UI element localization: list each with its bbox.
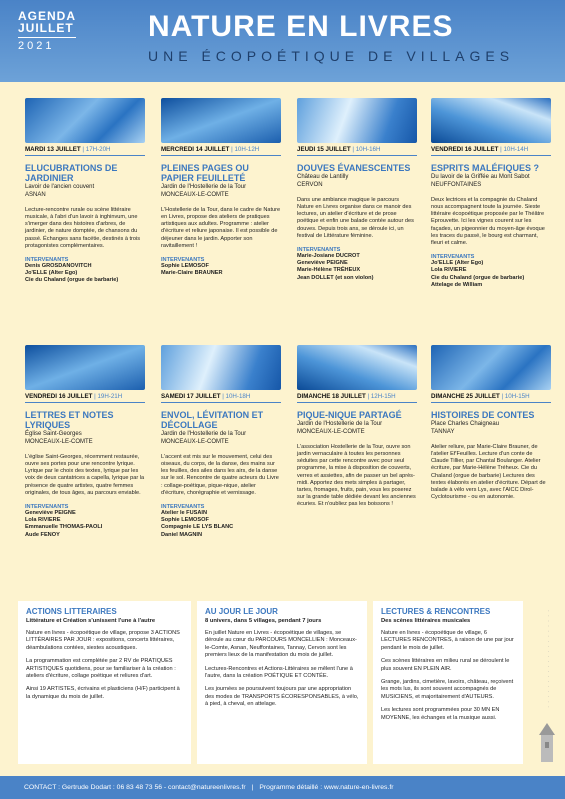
intervenant-name: Marie-Hélène TRÉHEUX bbox=[297, 267, 361, 274]
event-day: SAMEDI 17 JUILLET bbox=[161, 393, 221, 400]
intervenant-name: Jo'ELLE (Alter Ego) bbox=[431, 260, 484, 267]
event-card bbox=[297, 345, 417, 509]
footer-program-link[interactable]: Programme détaillé : www.nature-en-livres.fr bbox=[259, 784, 394, 791]
event-photo bbox=[161, 98, 281, 143]
date-separator: | bbox=[92, 393, 98, 400]
date-separator: | bbox=[229, 146, 235, 153]
event-date bbox=[431, 146, 551, 156]
event-card bbox=[161, 98, 281, 277]
event-date bbox=[161, 146, 281, 156]
agenda-block bbox=[18, 10, 76, 52]
event-place: Jardin de l'Hostellerie de la Tour bbox=[161, 184, 247, 190]
event-day: MERCREDI 14 JUILLET bbox=[161, 146, 230, 153]
intervenant-name: Denis GROSDANOVITCH bbox=[25, 263, 92, 270]
box-subtitle: Des scènes littéraires musicales bbox=[381, 618, 471, 624]
tower-logo-icon bbox=[536, 722, 558, 762]
event-time: 10H-14H bbox=[503, 146, 529, 153]
intervenant-name: Atelier le FUSAIN bbox=[161, 510, 208, 517]
event-title: ELUCUBRATIONS DE JARDINIER bbox=[25, 163, 118, 183]
event-card bbox=[431, 345, 551, 501]
info-box-jour bbox=[197, 601, 367, 764]
event-card bbox=[25, 98, 145, 285]
event-description: Deux lectrices et la compagnie du Chaland nous accompagnent toute la journée. Sieste littéraire écopoétique proposée par le Théâtre Eprouvette. Ici les vignes courent sur les façades, un pigeonnier du moyen-âge évoque les traces du passé, le bourg est charmant, fleuri et calme. bbox=[431, 196, 545, 247]
event-title: ENVOL, LÉVITATION ET DÉCOLLAGE bbox=[161, 410, 264, 430]
date-separator: | bbox=[498, 146, 504, 153]
date-separator: | bbox=[350, 146, 356, 153]
box-subtitle: 8 univers, dans 5 villages, pendant 7 jours bbox=[205, 618, 322, 624]
event-title: LETTRES ET NOTES LYRIQUES bbox=[25, 410, 114, 430]
event-day: JEUDI 15 JUILLET bbox=[297, 146, 351, 153]
intervenant-name: Lola RIVIERE bbox=[431, 267, 467, 274]
event-day: MARDI 13 JUILLET bbox=[25, 146, 81, 153]
intervenant-name: Marie-Josiane DUCROT bbox=[297, 253, 360, 260]
event-description: L'accent est mis sur le mouvement, celui des oiseaux, du corps, de la danse, des mains sur les feuilles, des ailes dans les airs, de la danse sur le sol. Rencontre de quatre acteurs du Livre : collage-poétique, pique-nique, atelier d'écriture, chorégraphie et vernissage. bbox=[161, 453, 279, 496]
event-day: VENDREDI 16 JUILLET bbox=[25, 393, 93, 400]
intervenants-label: INTERVENANTS bbox=[25, 257, 69, 264]
event-description: L'association Hostellerie de la Tour, ouvre son jardin vernaculaire à toutes les personnes séduites par cette rencontre avec pour seul programme, la mise à disposition de couverts, verres et assiettes, afin de passer un bel après-midi. Apportez des mets simples à partager, tartes, fromages, fruits, pain, vous les poserez sur la grande table dédiée devant les anciennes écuries. Et n'oubliez pas les boissons ! bbox=[297, 443, 416, 508]
event-description: L'église Saint-Georges, récemment restaurée, ouvre ses portes pour une rencontre lyrique. Lyrique par le choix des textes, lyrique par les voix de deux cantatrices a capella, lyrique par la présence de quatre artistes, quatre femmes originales, de tous âges, au parcours enviable. bbox=[25, 453, 145, 496]
box-paragraph: Nature en livres - écopoétique de village, 6 LECTURES RENCONTRES, à raison de une par jour pendant le mois de juillet. bbox=[381, 630, 514, 651]
page-subtitle: UNE ÉCOPOÉTIQUE DE VILLAGES bbox=[148, 48, 515, 64]
event-place: Du lavoir de la Griffée au Mont Sabot bbox=[431, 174, 530, 180]
event-day: DIMANCHE 25 JUILLET bbox=[431, 393, 500, 400]
box-paragraph: Les journées se poursuivent toujours par une appropriation des modes de TRANSPORTS ÉCORESPONSABLES, à vélo, à pied, à cheval, en attelage. bbox=[205, 686, 359, 708]
event-place: MONCEAUX-LE-COMTE bbox=[297, 429, 365, 436]
agenda-month: JUILLET bbox=[18, 21, 74, 35]
event-card bbox=[297, 98, 417, 282]
event-day: VENDREDI 16 JUILLET bbox=[431, 146, 499, 153]
agenda-label: AGENDA bbox=[18, 9, 77, 23]
event-place: Jardin de l'Hostellerie de la Tour bbox=[297, 421, 383, 427]
event-card bbox=[431, 98, 551, 289]
event-description: Lecture-rencontre rurale ou scène littéraire musicale, à l'abri d'un lavoir à inghinvum, une s'imerger dans des histoires d'arbres, de jardinier, de nature domptée, de chansons du passé. Échanges sans facétie, destinés à trois protagonistes complémentaires. bbox=[25, 206, 141, 249]
event-title: DOUVES ÉVANESCENTES bbox=[297, 163, 411, 173]
page-title: NATURE EN LIVRES bbox=[148, 10, 454, 43]
event-place: NEUFFONTAINES bbox=[431, 182, 482, 189]
event-photo bbox=[161, 345, 281, 390]
intervenant-name: Sophie LEMOSOF bbox=[161, 517, 209, 524]
footer-bar bbox=[0, 776, 565, 799]
stamp-text: · · · · · · · · · · · · · · · · · · · · bbox=[545, 610, 551, 709]
event-date bbox=[297, 393, 417, 403]
event-place: ASNAN bbox=[25, 192, 46, 199]
intervenant-name: Daniel MAGNIN bbox=[161, 531, 203, 538]
box-paragraph: En juillet Nature en Livres - écopoétique de villages, se déroule au cœur du PARCOURS MONCELLIEN : Monceaux-le-Comte, Asnan, Neuffontaines, Tannay, Cervon sont les premiers lieux de la manifestation du mois de juillet. bbox=[205, 630, 357, 659]
event-title: PLEINES PAGES OU PAPIER FEUILLETÉ bbox=[161, 163, 249, 183]
agenda-year: 2021 bbox=[18, 37, 76, 52]
event-photo bbox=[25, 98, 145, 143]
intervenant-name: Geneviève PEIGNE bbox=[297, 260, 348, 267]
intervenant-name: Attelage de William bbox=[431, 281, 483, 288]
intervenant-name: Jean DOLLET (et son violon) bbox=[297, 274, 374, 281]
event-time: 10H-15H bbox=[504, 393, 530, 400]
intervenant-name: Geneviève PEIGNE bbox=[25, 510, 76, 517]
box-paragraph: Ces scènes littéraires en milieu rural se déroulent le plus souvent EN PLEIN AIR. bbox=[381, 658, 510, 672]
event-place: Place Charles Chaigneau bbox=[431, 421, 500, 427]
event-date bbox=[161, 393, 281, 403]
event-date bbox=[297, 146, 417, 156]
date-separator: | bbox=[80, 146, 86, 153]
intervenants-label: INTERVENANTS bbox=[431, 254, 475, 261]
intervenant-name: Emmanuelle THOMAS-PAOLI bbox=[25, 524, 103, 531]
event-place: CERVON bbox=[297, 182, 323, 189]
intervenant-name: Aude FENOY bbox=[25, 531, 60, 538]
event-description: L'Hostellerie de la Tour, dans le cadre de Nature en Livres, propose des ateliers de pratiques artistiques aux adultes. Programme : atelier d'écriture et reliure japonaise. Il est possible de déjeuner dans le jardin. Apporter son ravitaillement ! bbox=[161, 206, 281, 249]
box-paragraph: Nature en livres - écopoétique de village, propose 3 ACTIONS LITTÉRAIRES PAR JOUR : expositions, concerts littéraires, déambulations contées, siestes acoustiques. bbox=[26, 630, 180, 651]
event-place: MONCEAUX-LE-COMTE bbox=[25, 439, 93, 446]
intervenants-label: INTERVENANTS bbox=[297, 247, 341, 254]
event-date bbox=[431, 393, 551, 403]
box-subtitle: Littérature et Création s'unissent l'une à l'autre bbox=[26, 618, 156, 624]
event-place: MONCEAUX-LE-COMTE bbox=[161, 439, 229, 446]
intervenants-label: INTERVENANTS bbox=[25, 504, 69, 511]
event-time: 19H-21H bbox=[97, 393, 123, 400]
intervenant-name: Cie du Chaland (orgue de barbarie) bbox=[25, 277, 119, 284]
event-time: 17H-20H bbox=[85, 146, 111, 153]
event-card bbox=[25, 345, 145, 539]
intervenant-name: Cie du Chaland (orgue de barbarie) bbox=[431, 274, 525, 281]
intervenant-name: Lola RIVIERE bbox=[25, 517, 61, 524]
event-place: TANNAY bbox=[431, 429, 455, 436]
date-separator: | bbox=[220, 393, 226, 400]
date-separator: | bbox=[499, 393, 505, 400]
footer-separator: | bbox=[251, 784, 254, 791]
event-place: MONCEAUX-LE-COMTE bbox=[161, 192, 229, 199]
box-paragraph: Grange, jardins, cimetière, lavoirs, château, reçoivent les mots lus, ils sont souvent accompagnés de MUSICIENS, et majoritairement d'AUTEURS. bbox=[381, 679, 514, 700]
intervenant-name: Compagnie LE LYS BLANC bbox=[161, 524, 234, 531]
event-day: DIMANCHE 18 JUILLET bbox=[297, 393, 366, 400]
box-paragraph: Les lectures sont programmées pour 30 MN EN MOYENNE, les échanges et la musique aussi. bbox=[381, 707, 500, 721]
event-place: Lavoir de l'ancien couvent bbox=[25, 184, 95, 190]
box-paragraph: Ainsi 19 ARTISTES, écrivains et plasticiens (H/F) participent à la dynamique du mois de juillet. bbox=[26, 686, 180, 700]
event-description: Dans une ambiance magique le parcours Nature en Livres organise dans ce manoir des lectures, un atelier d'écriture et de prose poétique et enfin une balade contée autour des douves. Depuis trois ans, se déroule ici, un festival de Littérature féminine. bbox=[297, 196, 414, 239]
header-banner bbox=[0, 0, 565, 82]
event-title: HISTOIRES DE CONTES bbox=[431, 410, 535, 420]
event-time: 10H-16H bbox=[355, 146, 381, 153]
info-box-lectures bbox=[373, 601, 523, 764]
event-title: PIQUE-NIQUE PARTAGÉ bbox=[297, 410, 402, 420]
event-description: Atelier reliure, par Marie-Claire Brauner, de l'atelier Ef'Feuilles. Lecture d'un conte de Claude Tillier, par Chantal Boulanger. Atelier écriture, par Marie-Hélène Tréheux. Cie du Chaland (orgue de barbarie) Lectures des textes élaborés en atelier d'écriture. Départ de balade à vélo vers Lys, avec l'AICC Dirol-Cyclotourisme - ou en autonomie. bbox=[431, 443, 546, 501]
info-box-actions bbox=[18, 601, 191, 764]
event-time: 10H-18H bbox=[225, 393, 251, 400]
event-card bbox=[161, 345, 281, 539]
event-place: Château de Lantilly bbox=[297, 174, 349, 180]
box-title: ACTIONS LITTERAIRES bbox=[26, 607, 117, 616]
intervenant-name: Marie-Claire BRAUNER bbox=[161, 270, 223, 277]
intervenant-name: Sophie LEMOSOF bbox=[161, 263, 209, 270]
event-date bbox=[25, 146, 145, 156]
box-paragraph: La programmation est complétée par 2 RV de PRATIQUES ARTISTIQUES quotidiens, pour se familiariser à la création : ateliers d'écriture, collage poétique et reliures d'art. bbox=[26, 658, 176, 680]
box-title: LECTURES & RENCONTRES bbox=[381, 607, 491, 616]
event-photo bbox=[431, 98, 551, 143]
event-title: ESPRITS MALÉFIQUES ? bbox=[431, 163, 540, 173]
box-title: AU JOUR LE JOUR bbox=[205, 607, 278, 616]
intervenants-label: INTERVENANTS bbox=[161, 257, 205, 264]
intervenants-label: INTERVENANTS bbox=[161, 504, 205, 511]
date-separator: | bbox=[365, 393, 371, 400]
event-photo bbox=[25, 345, 145, 390]
event-date bbox=[25, 393, 145, 403]
event-place: Jardin de l'Hostellerie de la Tour bbox=[161, 431, 247, 437]
event-photo bbox=[297, 98, 417, 143]
box-paragraph: Lectures-Rencontres et Actions-Littéraires se mêlent l'une à l'autre, dans la création POÉTIQUE ET CONTÉE. bbox=[205, 665, 353, 680]
event-photo bbox=[431, 345, 551, 390]
event-place: Église Saint-Georges bbox=[25, 431, 82, 437]
intervenant-name: Jo'ELLE (Alter Ego) bbox=[25, 270, 78, 277]
event-photo bbox=[297, 345, 417, 390]
event-time: 12H-15H bbox=[370, 393, 396, 400]
event-time: 10H-12H bbox=[234, 146, 260, 153]
footer-contact[interactable]: CONTACT : Gertrude Dodart : 06 83 48 73 56 - contact@natureenlivres.fr bbox=[24, 784, 246, 791]
